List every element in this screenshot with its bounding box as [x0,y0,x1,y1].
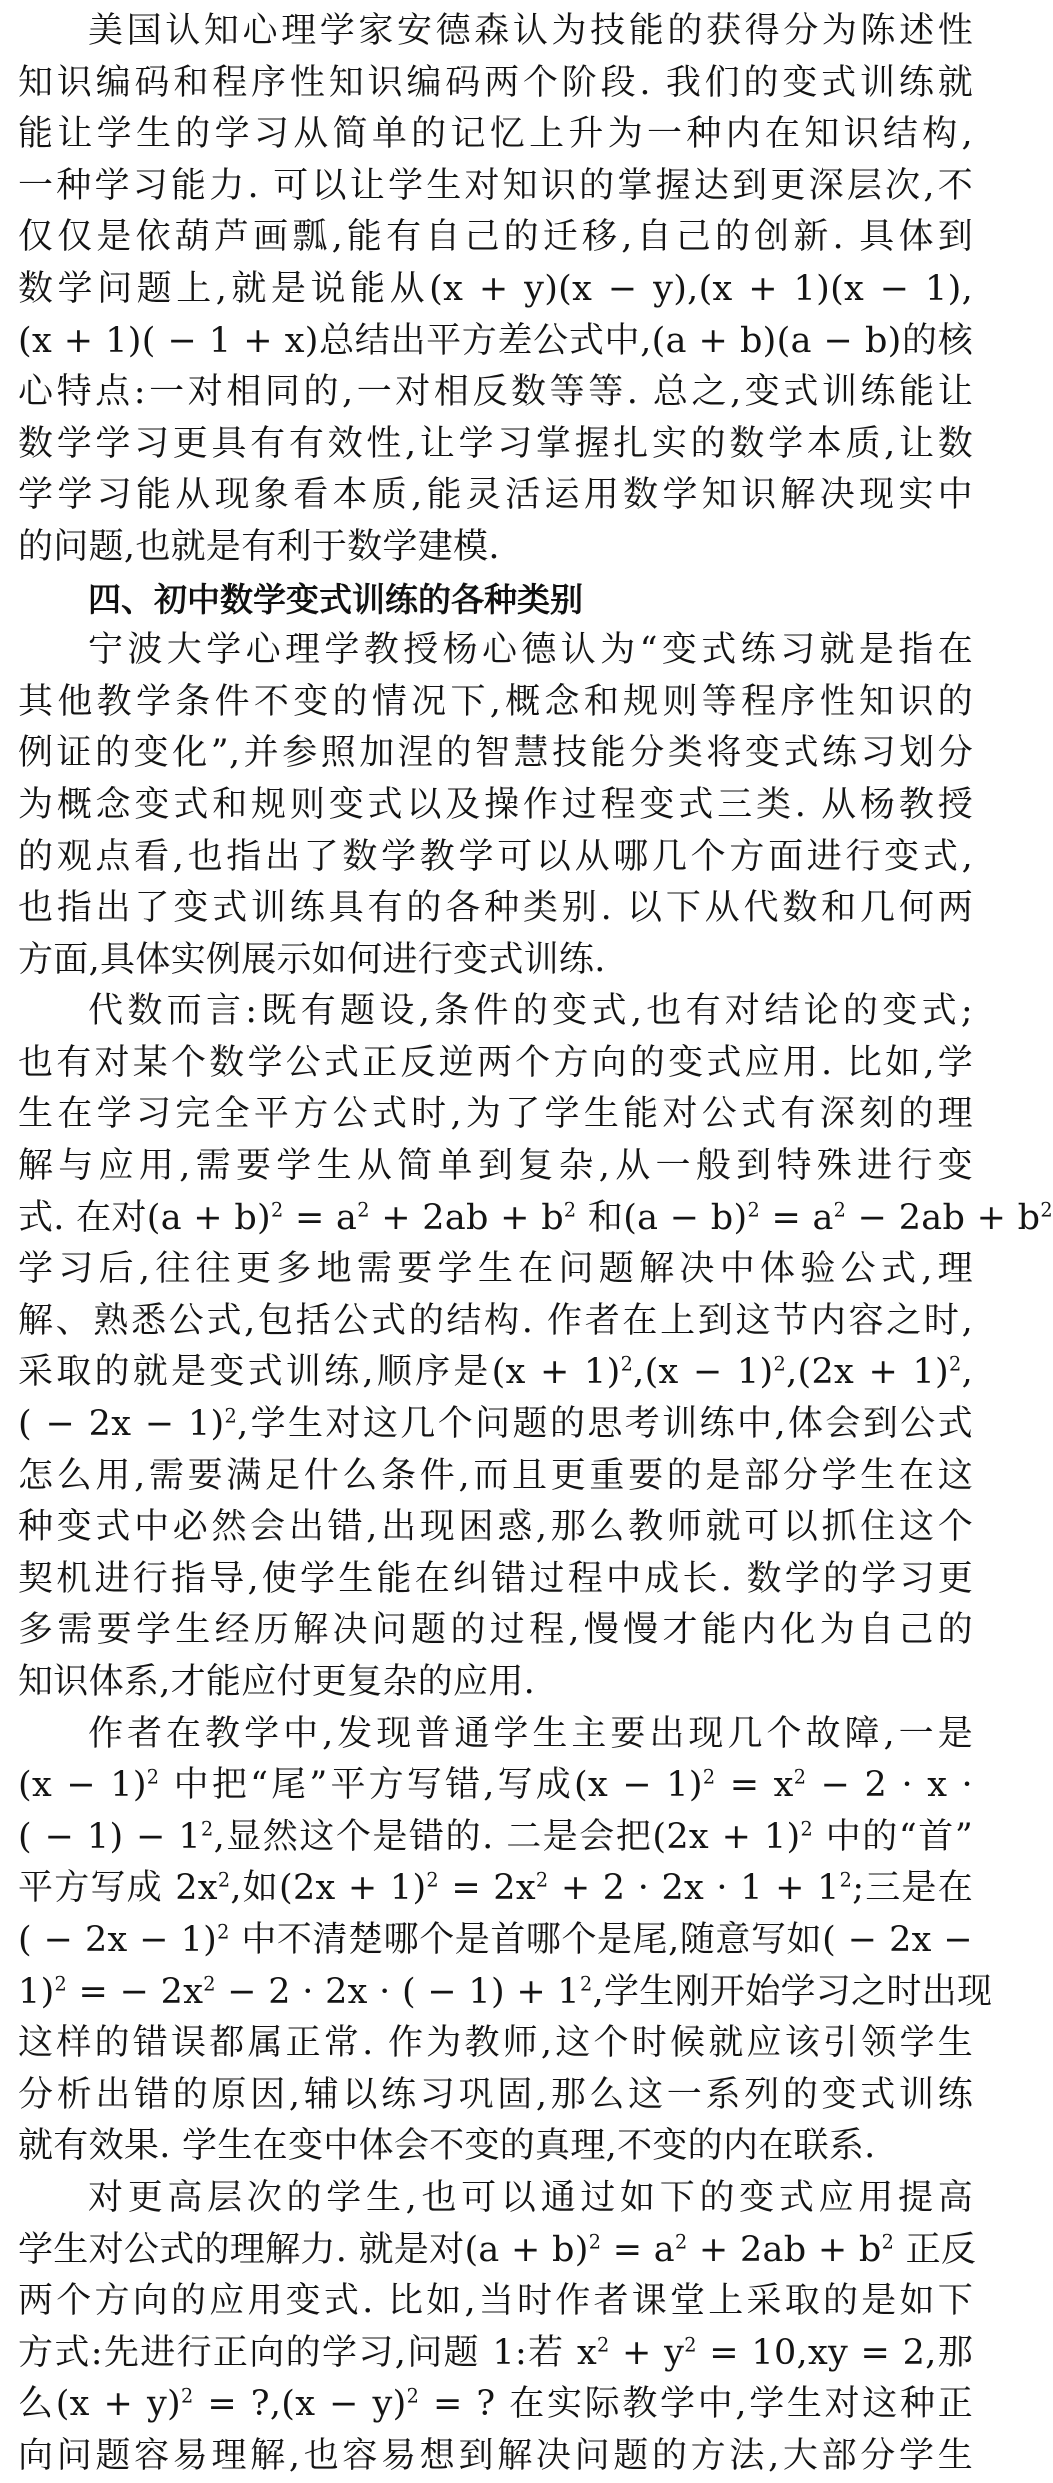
exponent: 2 [535,1868,549,1892]
text-line: 一种学习能力. 可以让学生对知识的掌握达到更深层次,不 [18,165,973,206]
paragraph-algebra-variation [18,986,1053,1708]
text-line: 数学学习更具有有效性,让学习掌握扎实的数学本质,让数 [18,423,973,464]
paragraph-advanced-students [18,2173,977,2483]
paragraph-yang-xinde-variation [18,625,973,986]
exponent: 2 [684,2333,697,2357]
text-line: 种变式中必然会出错,出现困惑,那么教师就可以抓住这个 [18,1507,973,1548]
text-line: 方面,具体实例展示如何进行变式训练. [18,939,606,980]
formula-line: 么$(x + y)^2$ = ?,(x − y)$^2$ = ? 在实际教学中,学生对这种正 [18,2384,973,2425]
exponent: 2 [747,1198,761,1221]
text-line: 例证的变化”,并参照加涅的智慧技能分类将变式练习划分 [18,733,973,774]
text-line: 也指出了变式训练具有的各种类别. 以下从代数和几何两 [18,888,973,929]
text-line: 美国认知心理学家安德森认为技能的获得分为陈述性 [88,11,973,51]
text-line: 学学习能从现象看本质,能灵活运用数学知识解决现实中 [18,475,973,516]
exponent: 2 [563,1198,577,1221]
section-heading: 四、初中数学变式训练的各种类别 [88,579,583,619]
text-line: 解、熟悉公式,包括公式的结构. 作者在上到这节内容之时, [18,1300,973,1341]
text-line: 学习后,往往更多地需要学生在问题解决中体验公式,理 [18,1249,973,1290]
text-line: 解与应用,需要学生从简单到复杂,从一般到特殊进行变 [18,1146,973,1187]
paragraph-common-errors [18,1709,993,2173]
text-line: 作者在教学中,发现普通学生主要出现几个故障,一是 [88,1713,973,1754]
text-line: 代数而言:既有题设,条件的变式,也有对结论的变式; [88,991,973,1032]
text-line: 分析出错的原因,辅以练习巩固,那么这一系列的变式训练 [18,2074,973,2115]
text-line: 仅仅是依葫芦画瓢,能有自己的迁移,自己的创新. 具体到 [18,217,973,258]
exponent: 2 [54,1971,68,1995]
text-line: 生在学习完全平方公式时,为了学生能对公式有深刻的理 [18,1094,973,1135]
text-line: 其他教学条件不变的情况下,概念和规则等程序性知识的 [18,681,973,722]
exponent: 2 [217,1868,231,1892]
formula-line: ( − $1) - 1^2$,显然这个是错的. 二是会把$(2x + 1)^2$ 中的“首” [18,1816,974,1857]
exponent: 2 [203,1971,216,1995]
text-line: (x + 1)( − 1 + x)总结出平方差公式中,(a + b)(a − b)的核 [18,320,973,361]
exponent: 2 [201,1817,214,1841]
exponent: 2 [224,1404,238,1428]
exponent: 2 [180,2384,194,2408]
formula-line: 采取的就是变式训练,顺序是$(x + 1)^2,(x - 1)^2,(2x + 1)^2$, [18,1352,973,1393]
exponent: 2 [793,1765,807,1789]
text-line: 宁波大学心理学教授杨心德认为“变式练习就是指在 [88,630,973,671]
text-line: 向问题容易理解,也容易想到解决问题的方法,大部分学生 [18,2435,973,2476]
text-line: 怎么用,需要满足什么条件,而且更重要的是部分学生在这 [18,1455,973,1496]
text-line: 为概念变式和规则变式以及操作过程变式三类. 从杨教授 [18,784,973,825]
formula-line: 学生对公式的理解力. 就是对$(a + b)^2 = a^2 + 2ab + b^2$ 正反 [18,2229,977,2270]
text-line: 知识编码和程序性知识编码两个阶段. 我们的变式训练就 [18,62,973,103]
formula-line: 1)$^2$ = − $2x^2 - 2 \cdot 2x$ · ( − $1) + 1^2$,学生刚开始学习之时出现 [18,1971,993,2012]
exponent: 2 [597,2333,610,2357]
formula-line: 式. 在对$(a + b)^2 = a^2 + 2ab + b^2$ 和$(a - b)^2 = a^2 - 2ab + b^2$ [18,1197,1053,1238]
exponent: 2 [1040,1198,1053,1221]
formula-line: 平方写成 $2x^2$,如$(2x + 1)^2 = 2x^2 + 2 \cdot 2x \cdot 1 + 1^2$;三是在 [18,1868,973,1909]
exponent: 2 [949,1352,962,1376]
text-line: 心特点:一对相同的,一对相反数等等. 总之,变式训练能让 [18,372,973,413]
exponent: 2 [580,1971,593,1995]
exponent: 2 [146,1765,160,1789]
exponent: 2 [702,1765,716,1789]
exponent: 2 [833,1198,847,1221]
text-line: 数学问题上,就是说能从(x + y)(x − y),(x + 1)(x − 1), [18,268,973,309]
formula-line: ( − 2x − 1)$^2$ 中不清楚哪个是首哪个是尾,随意写如( − 2x − [18,1919,973,1960]
formula-line: ( − 2x − 1)$^2$,学生对这几个问题的思考训练中,体会到公式 [18,1404,973,1445]
text-line: 能让学生的学习从简单的记忆上升为一种内在知识结构, [18,114,973,155]
exponent: 2 [426,1868,439,1892]
exponent: 2 [839,1868,853,1892]
exponent: 2 [881,2229,895,2253]
text-line: 对更高层次的学生,也可以通过如下的变式应用提高 [88,2177,973,2218]
exponent: 2 [620,1352,634,1376]
formula-line: 方式:先进行正向的学习,问题 1:若 $x^2 + y^2 = 10,xy = 2$,那 [18,2332,974,2373]
exponent: 2 [773,1352,787,1376]
text-line: 这样的错误都属正常. 作为教师,这个时候就应该引领学生 [18,2023,973,2064]
text-line: 知识体系,才能应付更复杂的应用. [18,1662,536,1702]
exponent: 2 [588,2229,602,2253]
paragraph-anderson-skill-theory [18,6,973,574]
exponent: 2 [406,2384,420,2408]
exponent: 2 [357,1198,370,1221]
text-line: 两个方向的应用变式. 比如,当时作者课堂上采取的是如下 [18,2281,973,2322]
exponent: 2 [800,1817,814,1841]
exponent: 2 [674,2229,688,2253]
text-line: 契机进行指导,使学生能在纠错过程中成长. 数学的学习更 [18,1558,973,1599]
exponent: 2 [271,1198,284,1221]
text-line: 多需要学生经历解决问题的过程,慢慢才能内化为自己的 [18,1610,973,1651]
text-line: 也有对某个数学公式正反逆两个方向的变式应用. 比如,学 [18,1042,973,1083]
text-line: 的观点看,也指出了数学教学可以从哪几个方面进行变式, [18,836,973,877]
text-line: 的问题,也就是有利于数学建模. [18,526,500,567]
exponent: 2 [217,1920,230,1944]
text-line: 就有效果. 学生在变中体会不变的真理,不变的内在联系. [18,2126,876,2167]
formula-line: $(x - 1)^2$ 中把“尾”平方写错,写成$(x - 1)^2 = x^2 - 2 \cdot x$ · [18,1765,973,1806]
